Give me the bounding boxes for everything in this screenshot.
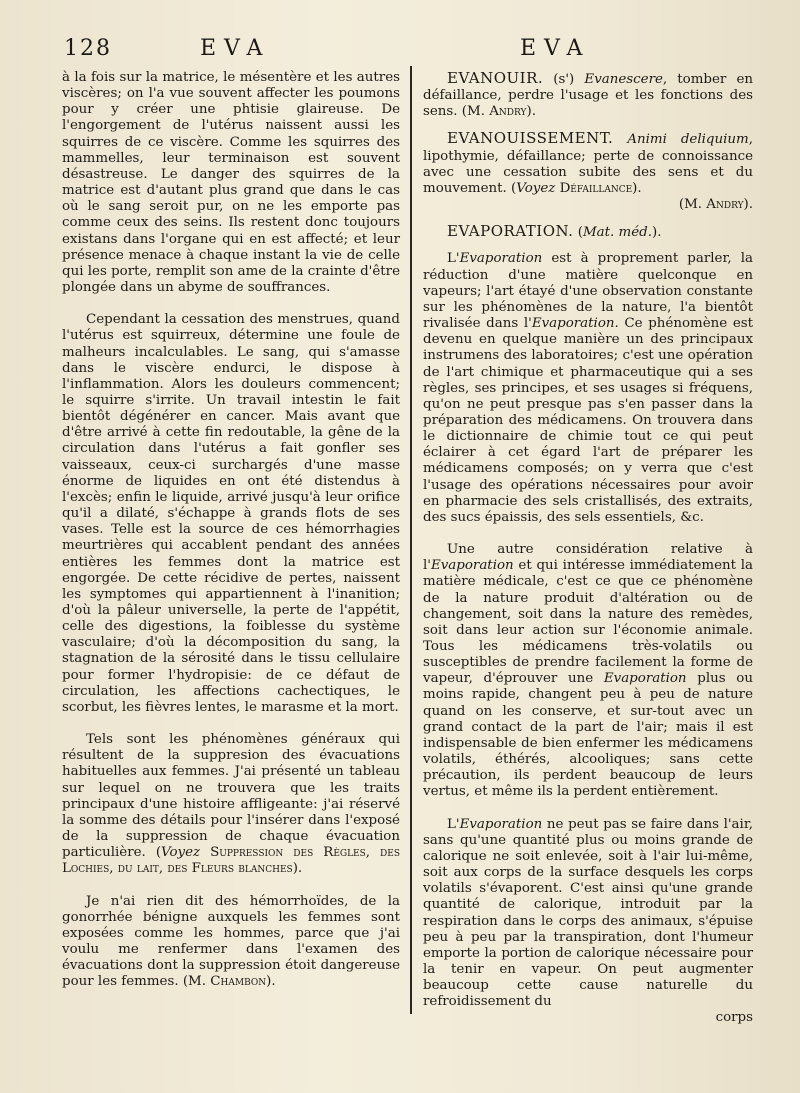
entry-evaporation-heading: EVAPORATION. (Mat. méd.).	[447, 222, 662, 241]
cross-reference: Défaillance	[559, 180, 633, 196]
entry-text: , tomber en défaillance, perdre l'usage et les fonctions des sens. (M.	[423, 72, 753, 120]
author-signature-line: (M. Andry).	[678, 197, 753, 213]
entry-heading: EVANOUISSEMENT.	[447, 129, 614, 148]
left-column	[62, 70, 400, 990]
term-evaporation: Evaporation	[430, 558, 514, 574]
term-evaporation: Evaporation	[459, 251, 543, 267]
running-head-left: EVA	[200, 36, 271, 61]
running-head-right: EVA	[520, 36, 591, 61]
entry-heading: EVAPORATION.	[447, 222, 574, 241]
paragraph-close: ).	[292, 861, 303, 877]
term-evaporation: Evaporation	[603, 671, 687, 687]
entry-text: , lipothymie, défaillance; perte de connoissance avec une cessation subite des sens et du mouvement. (	[423, 132, 753, 196]
subject-label: Mat. méd.	[582, 225, 653, 241]
page-number: 128	[64, 36, 112, 61]
term-evaporation: Evaporation	[531, 316, 615, 332]
catchword: corps	[715, 1010, 753, 1026]
entry-heading: EVANOUIR.	[447, 69, 544, 87]
column-divider	[410, 66, 412, 1014]
paragraph-hemorrhoides-text: Je n'ai rien dit des hémorrhoïdes, de la gonorrhée bénigne auxquels les femmes sont exposées comme les hommes, parce que j'ai voulu me renfermer dans l'examen des évacuations dont la suppression étoit dangereuse pour les femmes. (M.	[62, 893, 400, 990]
author-signature: Chambon	[210, 974, 267, 990]
author-signature: Andry	[489, 104, 527, 120]
entry-evanouir: EVANOUIR. (s') Evanescere, tomber en défaillance, perdre l'usage et les fonctions des sens. (M. Andry).	[423, 69, 753, 120]
paragraph-evaporation-3: L'Evaporation ne peut pas se faire dans l'air, sans qu'une quantité plus ou moins grande de calorique ne soit enlevée, soit à l'air lui-même, soit aux corps de la surface desquels les corps volatils s'évaporent. C'est ainsi qu'une grande quantité de calorique, introduit par la respiration dans le corps des animaux, s'épuise peu à peu par la transpiration, dont l'humeur emporte la portion de calorique nécessaire pour la tenir en vapeur. On peut augmenter beaucoup cette cause naturelle du refroidissement du	[423, 816, 753, 1010]
cross-references: Suppression des Règles, des Lochies, du lait, des Fleurs blanches	[62, 845, 400, 877]
right-column	[423, 70, 753, 1027]
latin-term: Evanescere	[584, 72, 663, 87]
paragraph-menstrues: Cependant la cessation des menstrues, quand l'utérus est squirreux, détermine une foule de malheurs incalculables. Le sang, qui s'amasse dans le viscère endurci, le dispose à l'inflammation. Alors les douleurs commencent; le squirre s'irrite. Un travail intestin le fait bientôt dégénérer en cancer. Mais avant que d'être arrivé à cette fin redoutable, la gêne de la circulation dans l'utérus a fait gonfler ses vaisseaux, ceux-ci surchargés d'une masse énorme de liquides en ont été distendus à l'excès; enfin le liquide, arrivé jusqu'à leur orifice qu'il a dilaté, s'échappe à grands flots de ses vases. Telle est la source de ces hémorrhagies meurtrières qui accablent pendant des années entières les femmes dont la matrice est engorgée. De cette récidive de pertes, naissent les symptomes qui appartiennent à l'inanition; d'où la pâleur universelle, la perte de l'appétit, celle des digestions, la foiblesse du système vasculaire; d'où la décomposition du sang, la stagnation de la sérosité dans le tissu cellulaire pour former l'hydropisie: de ce défaut de circulation, les affections cachectiques, le scorbut, les fièvres lentes, le marasme et la mort.	[62, 312, 400, 715]
entry-evanouissement: EVANOUISSEMENT. Animi deliquium, lipothymie, défaillance; perte de connoissance avec une cessation subite des sens et du mouvement. (Voyez Défaillance).	[423, 129, 753, 196]
voyez-ref: Voyez	[161, 845, 201, 861]
paragraph-phenomenes	[62, 732, 400, 877]
paragraph-close: ).	[266, 974, 276, 990]
paragraph-hemorrhoides	[62, 894, 400, 991]
paragraph-continuation: à la fois sur la matrice, le mésentère et les autres viscères; on l'a vue souvent affecter les poumons pour y créer une phtisie glaireuse. De l'engorgement de l'utérus naissent aussi les squirres de ce viscère. Comme les squirres des mammelles, leur terminaison est souvent désastreuse. Le danger des squirres de la matrice est d'autant plus grand que dans le cas où le sang seroit pur, on ne les emporte pas comme ceux des seins. Ils restent donc toujours existans dans l'organe qui en est affecté; et leur présence menace à chaque instant la vie de celle qui les porte, remplit son ame de la crainte d'être plongée dans un abyme de souffrances.	[62, 70, 400, 296]
paragraph-evaporation-1: L'Evaporation est à proprement parler, la réduction d'une matière quelconque en vapeurs; l'art étayé d'une observation constante sur les phénomènes de la nature, l'a bientôt rivalisée dans l'Evaporation. Ce phénomène est devenu en quelque manière un des principaux instrumens des laboratoires; c'est une opération de l'art chimique et pharmaceutique qui a ses règles, ses principes, et ses usages si fréquens, qu'on ne peut presque pas s'en passer dans la préparation des médicamens. On trouvera dans le dictionnaire de chimie tout ce qui peut éclairer à cet égard l'art de préparer les médicamens composés; on y verra que c'est l'usage des opérations nécessaires pour avoir en pharmacie des sels cristallisés, des extraits, des sucs épaissis, des sels essentiels, &c.	[423, 251, 754, 525]
paragraph-phenomenes-text: Tels sont les phénomènes généraux qui résultent de la suppresion des évacuations habituelles aux femmes. J'ai présenté un tableau sur lequel on ne trouvera que les traits principaux d'une histoire affligeante: j'ai réservé la somme des détails pour l'insérer dans l'exposé de la suppression de chaque évacuation particulière. (	[62, 732, 400, 861]
term-evaporation: Evaporation	[459, 816, 543, 832]
paragraph-evaporation-2: Une autre considération relative à l'Evaporation et qui intéresse immédiatement la matière médicale, c'est ce que ce phénomène de la nature produit d'altération ou de changement, soit dans la nature des remèdes, soit dans leur action sur l'économie animale. Tous les médicamens très-volatils ou susceptibles de prendre facilement la forme de vapeur, d'éprouver une Evaporation plus ou moins rapide, changent peu à peu de nature quand on les conserve, et sur-tout avec un grand contact de la part de l'air; mais il est indispensable de bien enfermer les médicamens volatils, éthérés, alcooliques; sans cette précaution, ils perdent beaucoup de leurs vertus, et même ils la perdent entièrement.	[423, 542, 754, 800]
entry-qualifier: (s')	[553, 72, 575, 87]
latin-term: Animi deliquium	[627, 132, 749, 148]
voyez-ref: Voyez	[516, 180, 556, 196]
